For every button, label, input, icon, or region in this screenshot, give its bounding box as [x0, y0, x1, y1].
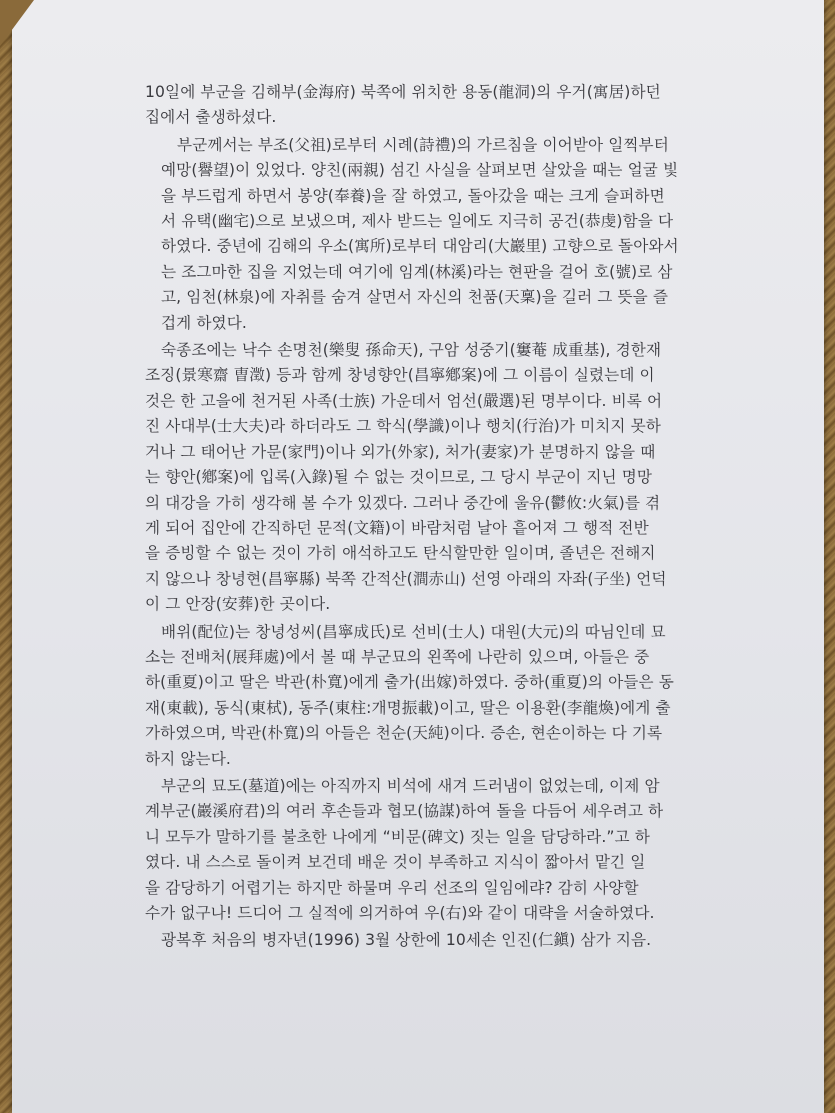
text-line: 10일에 부군을 김해부(金海府) 북쪽에 위치한 용동(龍洞)의 우거(寓居)하던	[145, 83, 661, 101]
text-line: 계부군(巖溪府君)의 여러 후손들과 협모(協謀)하여 돌을 다듬어 세우려고 하	[145, 802, 664, 821]
text-line: 하였다. 중년에 김해의 우소(寓所)로부터 대암리(大巖里) 고향으로 돌아와서	[161, 237, 679, 256]
text-line: 였다. 내 스스로 돌이켜 보건데 배운 것이 부족하고 지식이 짧아서 맡긴 일	[145, 853, 646, 872]
paragraph-epitaph	[145, 774, 751, 926]
text-line: 조징(景寒齋 曺澂) 등과 함께 창녕향안(昌寧鄕案)에 그 이름이 실렸는데 이	[145, 366, 655, 385]
text-line: 의 대강을 가히 생각해 볼 수가 있겠다. 그러나 중간에 울유(鬱攸:火氣)를 겪	[145, 493, 661, 512]
text-line: 지 않으나 창녕현(昌寧縣) 북쪽 간적산(澗赤山) 선영 아래의 자좌(子坐) 언덕	[145, 569, 667, 588]
folded-corner	[0, 0, 34, 46]
text-line: 숙종조에는 낙수 손명천(樂叟 孫命天), 구암 성중기(窶菴 成重基), 경한재	[161, 341, 662, 360]
signature-line: 광복후 처음의 병자년(1996) 3월 상한에 10세손 인진(仁鎭) 삼가 지음.	[161, 931, 652, 950]
text-line: 는 향안(鄕案)에 입록(入錄)될 수 없는 것이므로, 그 당시 부군이 지닌 명망	[145, 468, 653, 487]
paper-sheet	[12, 0, 824, 1113]
text-line: 이 그 안장(安葬)한 곳이다.	[145, 595, 331, 614]
text-line: 진 사대부(士大夫)라 하더라도 그 학식(學識)이나 행치(行治)가 미치지 못하	[145, 417, 661, 436]
text-line: 재(東載), 동식(東栻), 동주(東柱:개명振載)이고, 딸은 이용환(李龍煥)에게 출	[145, 698, 671, 717]
text-line: 배위(配位)는 창녕성씨(昌寧成氏)로 선비(士人) 대원(大元)의 따님인데 묘	[161, 622, 666, 641]
text-line: 부군의 묘도(墓道)에는 아직까지 비석에 새겨 드러냄이 없었는데, 이제 암	[161, 776, 660, 795]
paragraph-spouse	[145, 620, 751, 772]
paragraph-signature	[145, 928, 751, 953]
text-line: 고, 임천(林泉)에 자취를 숨겨 살면서 자신의 천품(天稟)을 길러 그 뜻을 즐	[161, 288, 669, 307]
text-line: 니 모두가 말하기를 불초한 나에게 “비문(碑文) 짓는 일을 담당하라.”고 하	[145, 827, 650, 846]
text-line: 예망(譽望)이 있었다. 양친(兩親) 섬긴 사실을 살펴보면 살았을 때는 얼굴 빛	[161, 161, 679, 180]
document-body	[145, 80, 751, 954]
text-line: 수가 없구나! 드디어 그 실적에 의거하여 우(右)와 같이 대략을 서술하였다.	[145, 904, 655, 922]
text-line: 겁게 하였다.	[161, 313, 247, 332]
text-line: 소는 전배처(展拜處)에서 볼 때 부군묘의 왼쪽에 나란히 있으며, 아들은 중	[145, 647, 650, 666]
text-line: 을 증빙할 수 없는 것이 가히 애석하고도 탄식할만한 일이며, 졸년은 전해지	[145, 544, 656, 563]
text-line: 는 조그마한 집을 지었는데 여기에 임계(林溪)라는 현판을 걸어 호(號)로 삼	[161, 262, 673, 281]
text-line: 서 유택(幽宅)으로 보냈으며, 제사 받드는 일에도 지극히 공건(恭虔)함을 다	[161, 212, 674, 231]
text-line: 게 되어 집안에 간직하던 문적(文籍)이 바람처럼 날아 흩어져 그 행적 전반	[145, 518, 649, 537]
text-line: 을 부드럽게 하면서 봉양(奉養)을 잘 하였고, 돌아갔을 때는 크게 슬퍼하면	[161, 186, 665, 205]
text-line: 하(重夏)이고 딸은 박관(朴寬)에게 출가(出嫁)하였다. 중하(重夏)의 아들은 동	[145, 673, 674, 692]
paragraph-character	[145, 133, 751, 336]
text-line: 부군께서는 부조(父祖)로부터 시례(詩禮)의 가르침을 이어받아 일찍부터	[177, 135, 669, 154]
text-line: 거나 그 태어난 가문(家門)이나 외가(外家), 처가(妻家)가 분명하지 않을 때	[145, 442, 656, 461]
paragraph-hyangan	[145, 338, 751, 617]
paragraph-birth	[145, 80, 751, 131]
text-line: 집에서 출생하셨다.	[145, 108, 277, 127]
text-line: 가하였으며, 박관(朴寬)의 아들은 천순(天純)이다. 증손, 현손이하는 다 기록	[145, 724, 663, 743]
text-line: 하지 않는다.	[145, 749, 231, 768]
text-line: 것은 한 고을에 천거된 사족(士族) 가운데서 엄선(嚴選)된 명부이다. 비록 어	[145, 391, 663, 410]
text-line: 을 감당하기 어렵기는 하지만 하물며 우리 선조의 일임에랴? 감히 사양할	[145, 878, 639, 897]
